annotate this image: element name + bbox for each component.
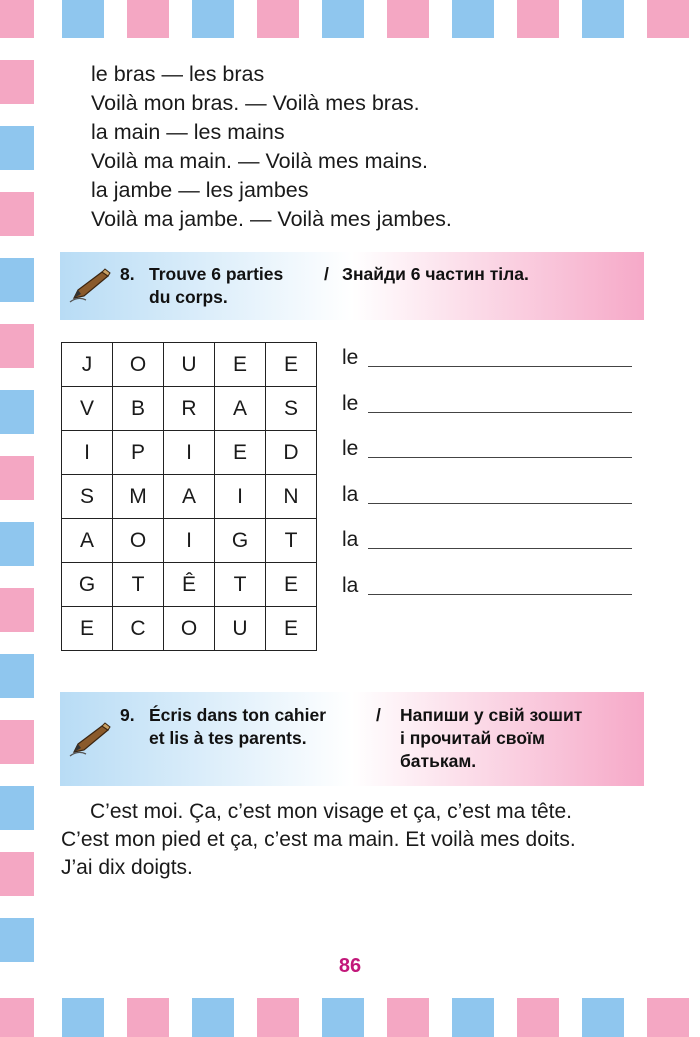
grid-row [62,431,317,475]
exercise-9-number: 9. [120,705,135,725]
exercise-9-instruction-fr-line2: et lis à tes parents. [149,728,307,748]
grid-cell[interactable]: O [113,343,164,387]
grid-cell[interactable]: T [215,563,266,607]
grid-cell[interactable]: C [113,607,164,651]
grid-cell[interactable]: E [266,563,317,607]
answer-list [340,344,640,617]
grid-row [62,343,317,387]
grid-cell[interactable]: Ê [164,563,215,607]
pen-icon [68,266,112,304]
grid-row [62,519,317,563]
grid-cell[interactable]: O [164,607,215,651]
grid-cell[interactable]: R [164,387,215,431]
grid-cell[interactable]: E [266,343,317,387]
grid-cell[interactable]: U [164,343,215,387]
answer-row [340,435,640,481]
exercise-9-instruction-uk-line1: Напиши у свій зошит [400,705,583,725]
answer-blank[interactable] [368,594,632,595]
answer-article: le [342,391,359,415]
grid-cell[interactable]: T [113,563,164,607]
grid-cell[interactable]: G [215,519,266,563]
exercise-8-separator: / [324,264,329,284]
paragraph-line: J’ai dix doigts. [61,856,193,879]
grid-cell[interactable]: I [62,431,113,475]
paragraph-line: C’est mon pied et ça, c’est ma main. Et voilà mes doits. [61,828,576,851]
grid-cell[interactable]: I [164,519,215,563]
grid-cell[interactable]: I [164,431,215,475]
exercise-8-instruction-uk: Знайди 6 частин тіла. [342,264,529,284]
answer-article: le [342,346,359,369]
exercise-9-instruction-uk-line3: батькам. [400,751,477,771]
grid-cell[interactable]: E [266,607,317,651]
exercise-8-instruction-fr-line1: Trouve 6 parties [149,264,284,284]
exercise-9-banner [60,692,644,786]
grid-row [62,563,317,607]
grid-cell[interactable]: M [113,475,164,519]
answer-article: la [342,482,359,506]
grid-cell[interactable]: I [215,475,266,519]
grid-cell[interactable]: A [215,387,266,431]
exercise-8-banner [60,252,644,320]
grid-cell[interactable]: E [62,607,113,651]
grid-cell[interactable]: G [62,563,113,607]
grid-cell[interactable]: U [215,607,266,651]
page-number: 86 [338,955,362,977]
grid-cell[interactable]: B [113,387,164,431]
exercise-9-instruction-fr-line1: Écris dans ton cahier [149,705,327,725]
word-search-grid [61,342,317,651]
answer-blank[interactable] [368,457,632,458]
vocab-line: Voilà mon bras. — Voilà mes bras. [91,91,420,115]
grid-cell[interactable]: D [266,431,317,475]
grid-cell[interactable]: P [113,431,164,475]
grid-cell[interactable]: J [62,343,113,387]
exercise-9-separator: / [376,705,381,725]
paragraph-line: C’est moi. Ça, c’est mon visage et ça, c’est ma tête. [90,800,573,823]
answer-article: la [342,573,359,597]
answer-row [340,344,640,390]
answer-blank[interactable] [368,412,632,413]
vocab-line: la jambe — les jambes [91,178,309,202]
vocabulary-list [91,60,452,234]
grid-cell[interactable]: A [164,475,215,519]
grid-row [62,475,317,519]
grid-cell[interactable]: E [215,343,266,387]
pen-icon [68,720,112,758]
grid-cell[interactable]: N [266,475,317,519]
grid-cell[interactable]: V [62,387,113,431]
vocab-line: Voilà ma main. — Voilà mes mains. [91,149,428,173]
reading-paragraph [61,798,661,882]
answer-article: le [342,437,359,460]
grid-cell[interactable]: E [215,431,266,475]
grid-row [62,607,317,651]
answer-blank[interactable] [368,366,632,367]
exercise-8-instruction-fr-line2: du corps. [149,287,228,307]
answer-row [340,481,640,527]
grid-cell[interactable]: S [62,475,113,519]
answer-blank[interactable] [368,503,632,504]
answer-row [340,572,640,618]
answer-row [340,526,640,572]
grid-row [62,387,317,431]
answer-row [340,390,640,436]
exercise-8-number: 8. [120,264,135,284]
vocab-line: Voilà ma jambe. — Voilà mes jambes. [91,207,452,231]
vocab-line: le bras — les bras [91,62,265,86]
vocab-line: la main — les mains [91,120,285,144]
answer-blank[interactable] [368,548,632,549]
exercise-9-instruction-uk-line2: і прочитай своїм [400,728,545,748]
grid-cell[interactable]: T [266,519,317,563]
answer-article: la [342,528,359,551]
grid-cell[interactable]: S [266,387,317,431]
grid-cell[interactable]: A [62,519,113,563]
grid-cell[interactable]: O [113,519,164,563]
